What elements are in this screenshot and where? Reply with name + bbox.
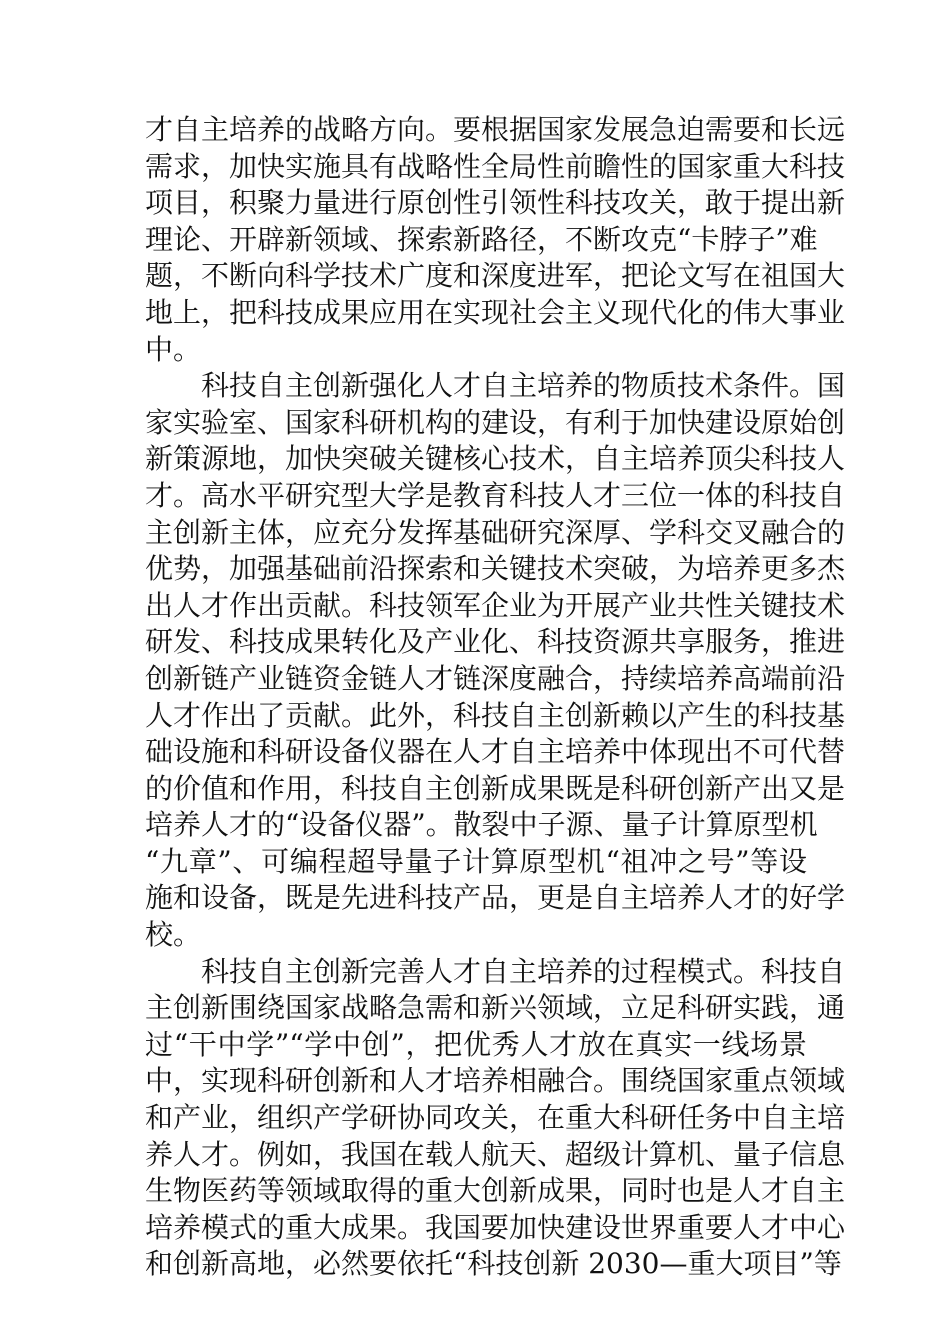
text-line: 科技自主创新强化人才自主培养的物质技术条件。国	[201, 369, 846, 403]
text-line: 中。	[145, 332, 202, 366]
text-line: 优势，加强基础前沿探索和关键技术突破，为培养更多杰	[145, 552, 846, 586]
text-line: 和创新高地，必然要依托“科技创新 2030—重大项目”等	[145, 1247, 842, 1281]
text-line: 科技自主创新完善人才自主培养的过程模式。科技自	[201, 954, 846, 988]
text-line: 生物医药等领域取得的重大创新成果，同时也是人才自主	[145, 1174, 846, 1208]
text-line: 和产业，组织产学研协同攻关，在重大科研任务中自主培	[145, 1101, 846, 1135]
text-line: 家实验室、国家科研机构的建设，有利于加快建设原始创	[145, 405, 846, 439]
text-line: 需求，加快实施具有战略性全局性前瞻性的国家重大科技	[145, 149, 846, 183]
text-line: 施和设备，既是先进科技产品，更是自主培养人才的好学	[145, 881, 846, 915]
text-line: 地上，把科技成果应用在实现社会主义现代化的伟大事业	[145, 295, 846, 329]
text-line: 理论、开辟新领域、探索新路径，不断攻克“卡脖子”难	[145, 222, 818, 256]
text-line: 过“干中学”“学中创”，把优秀人才放在真实一线场景	[145, 1027, 807, 1061]
text-line: 培养人才的“设备仪器”。散裂中子源、量子计算原型机	[145, 808, 818, 842]
paragraph	[145, 954, 846, 1283]
text-line: 主创新围绕国家战略急需和新兴领域，立足科研实践，通	[145, 991, 846, 1025]
text-line: 培养模式的重大成果。我国要加快建设世界重要人才中心	[145, 1210, 846, 1244]
text-line: 主创新主体，应充分发挥基础研究深厚、学科交叉融合的	[145, 515, 846, 549]
text-line: 人才作出了贡献。此外，科技自主创新赖以产生的科技基	[145, 698, 846, 732]
text-line: 校。	[145, 918, 202, 952]
document-body	[145, 112, 846, 1283]
paragraph	[145, 112, 846, 368]
text-line: 才自主培养的战略方向。要根据国家发展急迫需要和长远	[145, 113, 846, 146]
text-line: 创新链产业链资金链人才链深度融合，持续培养高端前沿	[145, 661, 846, 695]
text-line: 题，不断向科学技术广度和深度进军，把论文写在祖国大	[145, 259, 846, 293]
text-line: 础设施和科研设备仪器在人才自主培养中体现出不可代替	[145, 735, 846, 769]
text-line: 新策源地，加快突破关键核心技术，自主培养顶尖科技人	[145, 442, 846, 476]
text-line: 研发、科技成果转化及产业化、科技资源共享服务，推进	[145, 625, 846, 659]
text-line: 养人才。例如，我国在载人航天、超级计算机、量子信息	[145, 1137, 846, 1171]
text-line: 中，实现科研创新和人才培养相融合。围绕国家重点领域	[145, 1064, 846, 1098]
paragraph	[145, 368, 846, 954]
text-line: “九章”、可编程超导量子计算原型机“祖冲之号”等设	[145, 844, 807, 878]
text-line: 项目，积聚力量进行原创性引领性科技攻关，敢于提出新	[145, 186, 846, 220]
text-line: 出人才作出贡献。科技领军企业为开展产业共性关键技术	[145, 588, 846, 622]
text-line: 才。高水平研究型大学是教育科技人才三位一体的科技自	[145, 478, 846, 512]
text-line: 的价值和作用，科技自主创新成果既是科研创新产出又是	[145, 771, 846, 805]
